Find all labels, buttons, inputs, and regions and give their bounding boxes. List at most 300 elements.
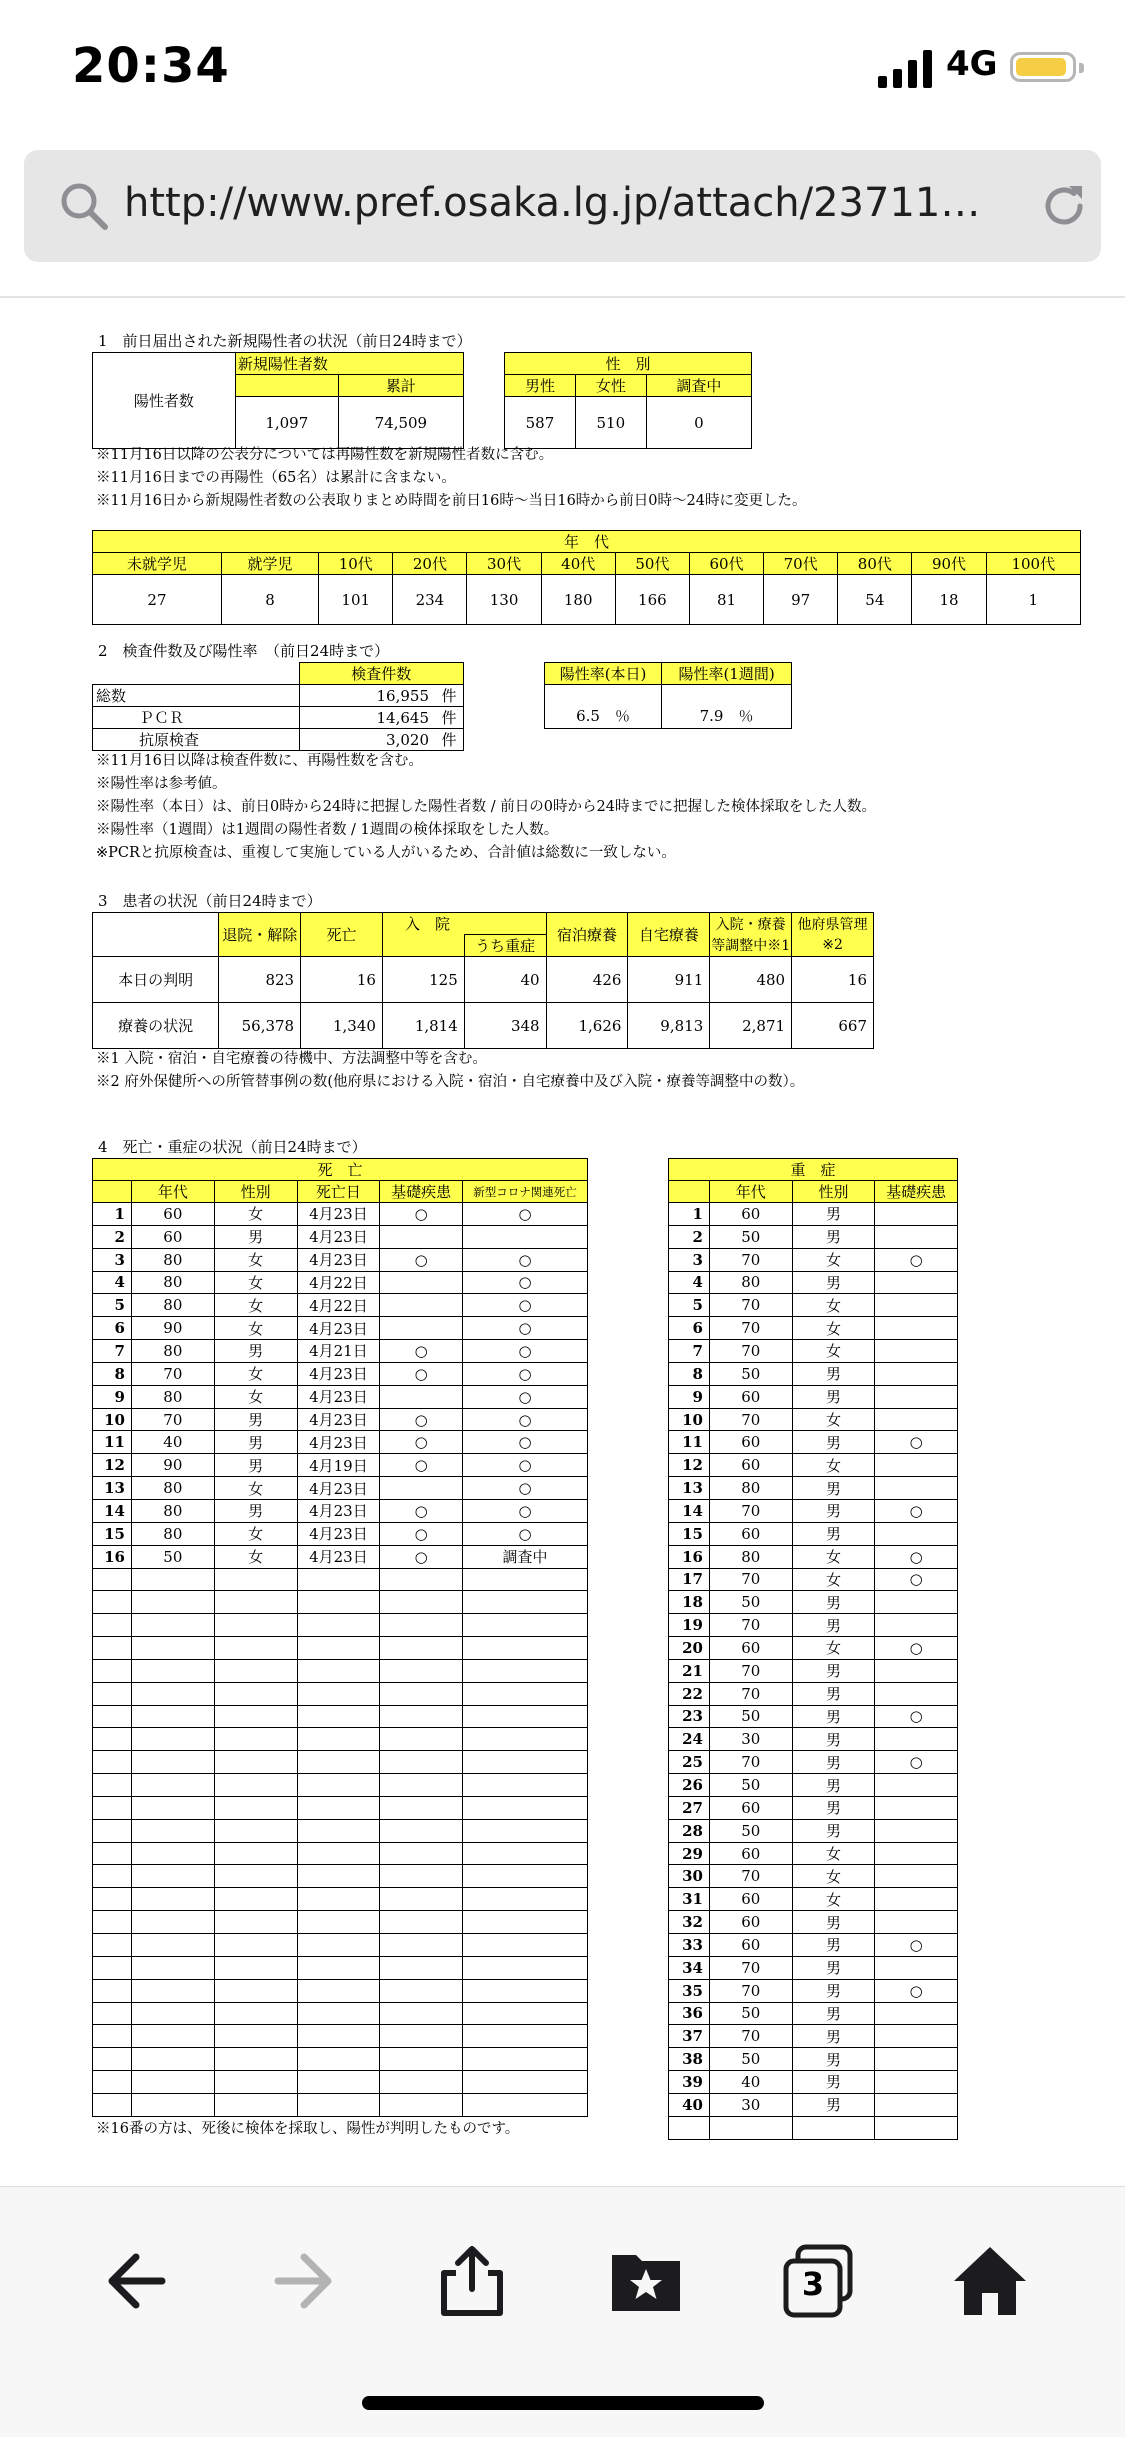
severe-cell: 男 bbox=[792, 1591, 875, 1614]
death-cell bbox=[131, 1659, 214, 1682]
reload-icon[interactable] bbox=[1036, 178, 1092, 234]
death-cell bbox=[380, 1477, 463, 1500]
pct-unit: ％ bbox=[614, 707, 630, 725]
death-cell: ○ bbox=[463, 1271, 588, 1294]
home-indicator bbox=[362, 2396, 764, 2410]
severe-cell bbox=[875, 1454, 958, 1477]
section1-title: 1 前日届出された新規陽性者の状況（前日24時まで） bbox=[98, 332, 472, 350]
s3-note: ※2 府外保健所への所管替事例の数(他府県における入院・宿泊・自宅療養中及び入院・療養等調整中の数）。 bbox=[96, 1074, 805, 1090]
address-bar[interactable] bbox=[24, 150, 1101, 262]
death-cell bbox=[297, 1728, 380, 1751]
patient-value: 56,378 bbox=[219, 1003, 301, 1049]
severe-cell bbox=[875, 1682, 958, 1705]
severe-cell: 男 bbox=[792, 1728, 875, 1751]
severe-cell: 男 bbox=[792, 1979, 875, 2002]
signal-icon bbox=[878, 50, 936, 88]
death-cell bbox=[214, 1796, 297, 1819]
patient-value: 2,871 bbox=[710, 1003, 792, 1049]
table-row bbox=[669, 2002, 958, 2025]
death-cell bbox=[131, 2002, 214, 2025]
death-cell bbox=[380, 1568, 463, 1591]
severe-cell bbox=[875, 1317, 958, 1340]
table-row bbox=[93, 1979, 588, 2002]
death-cell bbox=[131, 2025, 214, 2048]
severe-cell bbox=[875, 1385, 958, 1408]
severe-cell: 女 bbox=[792, 1317, 875, 1340]
url-text[interactable]: http://www.pref.osaka.lg.jp/attach/23711… bbox=[124, 180, 981, 226]
death-cell bbox=[214, 2002, 297, 2025]
death-cell bbox=[380, 1751, 463, 1774]
severe-cell: 50 bbox=[709, 1819, 792, 1842]
table-row bbox=[669, 1522, 958, 1545]
death-cell: 女 bbox=[214, 1362, 297, 1385]
severe-header: 重 症 bbox=[669, 1159, 958, 1181]
death-cell: 80 bbox=[131, 1294, 214, 1317]
row-index: 37 bbox=[669, 2025, 710, 2048]
severe-cell: 70 bbox=[709, 1499, 792, 1522]
row-index: 8 bbox=[93, 1362, 132, 1385]
death-cell bbox=[297, 1637, 380, 1660]
table-row bbox=[93, 2002, 588, 2025]
death-cell: ○ bbox=[463, 1385, 588, 1408]
pct-unit: ％ bbox=[738, 707, 754, 725]
death-cell: 4月19日 bbox=[297, 1454, 380, 1477]
death-cell: 男 bbox=[214, 1225, 297, 1248]
row-index: 40 bbox=[669, 2093, 710, 2116]
patient-value: 348 bbox=[464, 1003, 546, 1049]
severe-cell: 50 bbox=[709, 1225, 792, 1248]
row-index: 6 bbox=[669, 1317, 710, 1340]
row-index: 39 bbox=[669, 2071, 710, 2094]
share-icon[interactable] bbox=[434, 2243, 510, 2319]
death-cell bbox=[463, 1979, 588, 2002]
age-value: 234 bbox=[393, 575, 467, 625]
rate-day-value: 6.5 bbox=[576, 707, 600, 725]
death-cell: 80 bbox=[131, 1499, 214, 1522]
death-cell bbox=[214, 1614, 297, 1637]
table-row bbox=[669, 1705, 958, 1728]
divider bbox=[0, 296, 1125, 298]
table-row bbox=[669, 1271, 958, 1294]
severe-cell: 70 bbox=[709, 1659, 792, 1682]
age-value: 1 bbox=[986, 575, 1080, 625]
row-index: 13 bbox=[669, 1477, 710, 1500]
death-cell bbox=[131, 1774, 214, 1797]
death-cell: ○ bbox=[463, 1499, 588, 1522]
death-cell bbox=[131, 1865, 214, 1888]
table-row bbox=[669, 1225, 958, 1248]
death-cell bbox=[131, 1934, 214, 1957]
row-index: 26 bbox=[669, 1774, 710, 1797]
row-index: 23 bbox=[669, 1705, 710, 1728]
death-cell bbox=[297, 1819, 380, 1842]
severe-cell: ○ bbox=[875, 1751, 958, 1774]
table-row bbox=[669, 1294, 958, 1317]
death-cell bbox=[297, 2093, 380, 2116]
patient-value: 9,813 bbox=[628, 1003, 710, 1049]
table-row bbox=[669, 1956, 958, 1979]
death-cell: 女 bbox=[214, 1385, 297, 1408]
death-cell bbox=[131, 2071, 214, 2094]
death-cell bbox=[463, 2048, 588, 2071]
patient-value: 1,814 bbox=[382, 1003, 464, 1049]
row-index: 35 bbox=[669, 1979, 710, 2002]
severe-cell: 70 bbox=[709, 1294, 792, 1317]
row-index: 17 bbox=[669, 1568, 710, 1591]
severe-cell: 女 bbox=[792, 1545, 875, 1568]
death-cell bbox=[214, 1728, 297, 1751]
patient-value: 911 bbox=[628, 957, 710, 1003]
severe-cell: ○ bbox=[875, 1705, 958, 1728]
row-index bbox=[93, 1911, 132, 1934]
table-row bbox=[669, 1385, 958, 1408]
severe-cell: 男 bbox=[792, 1499, 875, 1522]
death-cell bbox=[297, 1888, 380, 1911]
death-cell: ○ bbox=[463, 1477, 588, 1500]
severe-header: うち重症 bbox=[464, 935, 546, 957]
severe-cell: 男 bbox=[792, 1819, 875, 1842]
death-cell bbox=[380, 1225, 463, 1248]
table-row bbox=[93, 1888, 588, 1911]
severe-cell: 70 bbox=[709, 1568, 792, 1591]
death-cell: 女 bbox=[214, 1522, 297, 1545]
death-table bbox=[92, 1158, 588, 2117]
row-index: 22 bbox=[669, 1682, 710, 1705]
age-column-header: 40代 bbox=[541, 553, 615, 575]
death-cell bbox=[214, 1774, 297, 1797]
death-cell bbox=[297, 1705, 380, 1728]
severe-cell: 男 bbox=[792, 1934, 875, 1957]
row-index bbox=[93, 1591, 132, 1614]
death-cell bbox=[463, 1842, 588, 1865]
table-row bbox=[669, 1568, 958, 1591]
severe-cell: 女 bbox=[792, 1294, 875, 1317]
s2-note: ※PCRと抗原検査は、重複して実施している人がいるため、合計値は総数に一致しない。 bbox=[96, 845, 676, 861]
tabs-button[interactable] bbox=[780, 2243, 856, 2319]
severe-cell: 男 bbox=[792, 1705, 875, 1728]
severe-cell: 70 bbox=[709, 1751, 792, 1774]
death-cell bbox=[131, 1751, 214, 1774]
severe-cell: 男 bbox=[792, 2025, 875, 2048]
tab-count: 3 bbox=[801, 2265, 825, 2303]
row-index bbox=[93, 1637, 132, 1660]
death-cell bbox=[380, 1911, 463, 1934]
death-cell: 4月23日 bbox=[297, 1431, 380, 1454]
age-value: 27 bbox=[93, 575, 222, 625]
patient-value: 823 bbox=[219, 957, 301, 1003]
death-cell bbox=[380, 2071, 463, 2094]
table-row bbox=[669, 1454, 958, 1477]
severe-cell: 男 bbox=[792, 1751, 875, 1774]
patient-value: 40 bbox=[464, 957, 546, 1003]
row-index: 21 bbox=[669, 1659, 710, 1682]
severe-cell bbox=[875, 1225, 958, 1248]
death-cell bbox=[380, 1294, 463, 1317]
death-cell: 4月23日 bbox=[297, 1477, 380, 1500]
severe-cell bbox=[875, 1774, 958, 1797]
severe-cell: ○ bbox=[875, 1934, 958, 1957]
severe-cell bbox=[709, 2116, 792, 2139]
table-row bbox=[669, 1888, 958, 1911]
death-cell: 男 bbox=[214, 1431, 297, 1454]
death-cell bbox=[297, 1979, 380, 2002]
death-cell bbox=[214, 1682, 297, 1705]
age-value: 97 bbox=[764, 575, 838, 625]
death-cell: ○ bbox=[463, 1317, 588, 1340]
s2-note: ※陽性率（本日）は、前日0時から24時に把握した陽性者数 / 前日の0時から24時までに把握した検体採取をした人数。 bbox=[96, 799, 876, 815]
row-index: 1 bbox=[93, 1203, 132, 1226]
row-index: 32 bbox=[669, 1911, 710, 1934]
severe-cell bbox=[875, 1956, 958, 1979]
death-cell bbox=[214, 1751, 297, 1774]
death-cell bbox=[380, 1796, 463, 1819]
severe-cell: 60 bbox=[709, 1796, 792, 1819]
death-cell bbox=[131, 1637, 214, 1660]
patient-value: 667 bbox=[792, 1003, 874, 1049]
table-row bbox=[669, 1911, 958, 1934]
death-cell bbox=[297, 2071, 380, 2094]
death-cell: 女 bbox=[214, 1248, 297, 1271]
death-cell bbox=[380, 1705, 463, 1728]
unknown-value: 0 bbox=[646, 397, 751, 449]
death-cell: ○ bbox=[380, 1340, 463, 1363]
row-index: 6 bbox=[93, 1317, 132, 1340]
table-row bbox=[93, 1728, 588, 1751]
death-cell: 80 bbox=[131, 1385, 214, 1408]
death-cell bbox=[131, 1682, 214, 1705]
back-icon[interactable] bbox=[96, 2243, 172, 2319]
severe-column-header: 性別 bbox=[792, 1181, 875, 1203]
row-index: 7 bbox=[93, 1340, 132, 1363]
death-cell bbox=[380, 1591, 463, 1614]
table-row bbox=[93, 1682, 588, 1705]
age-value: 8 bbox=[221, 575, 318, 625]
severe-cell: 60 bbox=[709, 1888, 792, 1911]
severe-cell: 男 bbox=[792, 2048, 875, 2071]
death-cell: 4月23日 bbox=[297, 1203, 380, 1226]
table-row bbox=[669, 1362, 958, 1385]
age-column-header: 未就学児 bbox=[93, 553, 222, 575]
tests-row-value: 3,020 bbox=[299, 729, 435, 751]
age-column-header: 80代 bbox=[838, 553, 912, 575]
death-cell bbox=[131, 1911, 214, 1934]
severe-cell: 女 bbox=[792, 1888, 875, 1911]
death-cell: 70 bbox=[131, 1408, 214, 1431]
death-column-header: 新型コロナ関連死亡 bbox=[463, 1181, 588, 1203]
row-index bbox=[93, 1888, 132, 1911]
death-cell bbox=[297, 1682, 380, 1705]
severe-column-header: 年代 bbox=[709, 1181, 792, 1203]
death-cell: 60 bbox=[131, 1225, 214, 1248]
table-row bbox=[669, 2116, 958, 2139]
death-cell bbox=[463, 1728, 588, 1751]
severe-cell: 男 bbox=[792, 1362, 875, 1385]
death-cell: 40 bbox=[131, 1431, 214, 1454]
row-index: 5 bbox=[93, 1294, 132, 1317]
death-cell bbox=[380, 2048, 463, 2071]
death-cell bbox=[463, 1934, 588, 1957]
severe-cell: ○ bbox=[875, 1248, 958, 1271]
bookmarks-icon[interactable] bbox=[608, 2243, 684, 2319]
death-cell bbox=[214, 1979, 297, 2002]
row-index bbox=[93, 1774, 132, 1797]
severe-cell: 60 bbox=[709, 1385, 792, 1408]
severe-cell: 女 bbox=[792, 1637, 875, 1660]
severe-cell bbox=[875, 1408, 958, 1431]
death-cell: 4月23日 bbox=[297, 1499, 380, 1522]
row-index: 19 bbox=[669, 1614, 710, 1637]
row-index: 9 bbox=[669, 1385, 710, 1408]
s1-note: ※11月16日以降の公表分については再陽性数を新規陽性者数に含む。 bbox=[96, 447, 554, 463]
severe-cell: 女 bbox=[792, 1408, 875, 1431]
death-cell: 女 bbox=[214, 1317, 297, 1340]
forward-icon[interactable] bbox=[268, 2243, 344, 2319]
death-cell bbox=[214, 1865, 297, 1888]
death-cell bbox=[463, 1819, 588, 1842]
death-cell bbox=[214, 1568, 297, 1591]
severe-cell: 女 bbox=[792, 1340, 875, 1363]
death-cell bbox=[131, 1842, 214, 1865]
tests-row-label: 総数 bbox=[93, 685, 300, 707]
row-index: 8 bbox=[669, 1362, 710, 1385]
death-cell bbox=[380, 2025, 463, 2048]
hotel-header: 宿泊療養 bbox=[546, 913, 628, 957]
table-row bbox=[93, 1614, 588, 1637]
death-cell: ○ bbox=[380, 1203, 463, 1226]
table-row bbox=[93, 1934, 588, 1957]
row-index: 10 bbox=[669, 1408, 710, 1431]
death-cell: 80 bbox=[131, 1248, 214, 1271]
table-row bbox=[93, 1203, 588, 1226]
severe-cell bbox=[875, 2116, 958, 2139]
death-cell bbox=[297, 2048, 380, 2071]
death-cell bbox=[463, 1774, 588, 1797]
adjust-header: 入院・療養 bbox=[710, 913, 792, 935]
tests-row-value: 14,645 bbox=[299, 707, 435, 729]
death-cell bbox=[214, 2048, 297, 2071]
severe-cell: 女 bbox=[792, 1248, 875, 1271]
row-index: 28 bbox=[669, 1819, 710, 1842]
severe-cell bbox=[875, 2071, 958, 2094]
severe-cell bbox=[875, 2025, 958, 2048]
death-column-header: 年代 bbox=[131, 1181, 214, 1203]
severe-cell: 男 bbox=[792, 2002, 875, 2025]
severe-cell: 60 bbox=[709, 1522, 792, 1545]
row-index: 36 bbox=[669, 2002, 710, 2025]
death-cell bbox=[380, 1682, 463, 1705]
severe-table bbox=[668, 1158, 958, 2140]
row-index: 15 bbox=[669, 1522, 710, 1545]
death-cell: 4月23日 bbox=[297, 1317, 380, 1340]
row-index bbox=[669, 2116, 710, 2139]
rate-day-header: 陽性率(本日) bbox=[545, 663, 662, 685]
row-index bbox=[93, 1568, 132, 1591]
death-cell bbox=[297, 1865, 380, 1888]
death-cell: 男 bbox=[214, 1499, 297, 1522]
table-row bbox=[93, 1796, 588, 1819]
death-cell bbox=[297, 1614, 380, 1637]
severe-cell bbox=[875, 1340, 958, 1363]
table-row bbox=[669, 1865, 958, 1888]
severe-cell: 男 bbox=[792, 1911, 875, 1934]
severe-cell bbox=[792, 2116, 875, 2139]
cumulative-header: 累計 bbox=[338, 375, 463, 397]
severe-cell: 70 bbox=[709, 1408, 792, 1431]
new-cases-header: 新規陽性者数 bbox=[235, 353, 463, 375]
severe-cell: 80 bbox=[709, 1545, 792, 1568]
row-index bbox=[93, 1682, 132, 1705]
death-cell bbox=[214, 1705, 297, 1728]
death-cell: 男 bbox=[214, 1408, 297, 1431]
severe-cell bbox=[875, 1614, 958, 1637]
death-header: 死亡 bbox=[301, 913, 383, 957]
age-column-header: 90代 bbox=[912, 553, 986, 575]
row-index bbox=[93, 1842, 132, 1865]
row-index: 12 bbox=[93, 1454, 132, 1477]
death-cell: ○ bbox=[380, 1522, 463, 1545]
death-cell bbox=[380, 1659, 463, 1682]
death-column-header: 死亡日 bbox=[297, 1181, 380, 1203]
tests-row-label: 抗原検査 bbox=[93, 729, 300, 751]
severe-cell: 50 bbox=[709, 2048, 792, 2071]
age-column-header: 20代 bbox=[393, 553, 467, 575]
rate-week-header: 陽性率(1週間) bbox=[662, 663, 792, 685]
death-cell bbox=[380, 1956, 463, 1979]
table-row bbox=[93, 1545, 588, 1568]
severe-cell: 70 bbox=[709, 1865, 792, 1888]
table-row bbox=[669, 2093, 958, 2116]
tests-header: 検査件数 bbox=[299, 663, 464, 685]
severe-cell: 60 bbox=[709, 1637, 792, 1660]
severe-cell bbox=[875, 1271, 958, 1294]
row-index: 34 bbox=[669, 1956, 710, 1979]
death-cell: 80 bbox=[131, 1340, 214, 1363]
table-row bbox=[93, 1865, 588, 1888]
age-column-header: 60代 bbox=[689, 553, 763, 575]
death-cell bbox=[463, 1614, 588, 1637]
severe-cell bbox=[875, 1203, 958, 1226]
death-cell: 4月23日 bbox=[297, 1522, 380, 1545]
death-cell bbox=[380, 1271, 463, 1294]
age-value: 54 bbox=[838, 575, 912, 625]
death-cell: ○ bbox=[380, 1454, 463, 1477]
death-cell bbox=[380, 1865, 463, 1888]
row-index bbox=[93, 1751, 132, 1774]
death-cell bbox=[131, 1819, 214, 1842]
age-column-header: 70代 bbox=[764, 553, 838, 575]
severe-cell: 男 bbox=[792, 1614, 875, 1637]
severe-cell bbox=[875, 2002, 958, 2025]
patient-row-label: 本日の判明 bbox=[93, 957, 219, 1003]
patient-value: 1,626 bbox=[546, 1003, 628, 1049]
home-icon[interactable] bbox=[952, 2243, 1028, 2319]
severe-cell: 女 bbox=[792, 1568, 875, 1591]
severe-cell: 50 bbox=[709, 1705, 792, 1728]
severe-cell: 女 bbox=[792, 1865, 875, 1888]
death-cell bbox=[463, 1888, 588, 1911]
death-cell: ○ bbox=[380, 1545, 463, 1568]
death-cell bbox=[463, 1637, 588, 1660]
severe-cell: 男 bbox=[792, 1774, 875, 1797]
severe-cell: 男 bbox=[792, 1796, 875, 1819]
table-row bbox=[93, 1568, 588, 1591]
table-row bbox=[669, 1751, 958, 1774]
severe-cell: ○ bbox=[875, 1637, 958, 1660]
sex-header: 性 別 bbox=[505, 353, 752, 375]
table-row bbox=[669, 1682, 958, 1705]
severe-cell: 60 bbox=[709, 1842, 792, 1865]
table-row bbox=[93, 2071, 588, 2094]
